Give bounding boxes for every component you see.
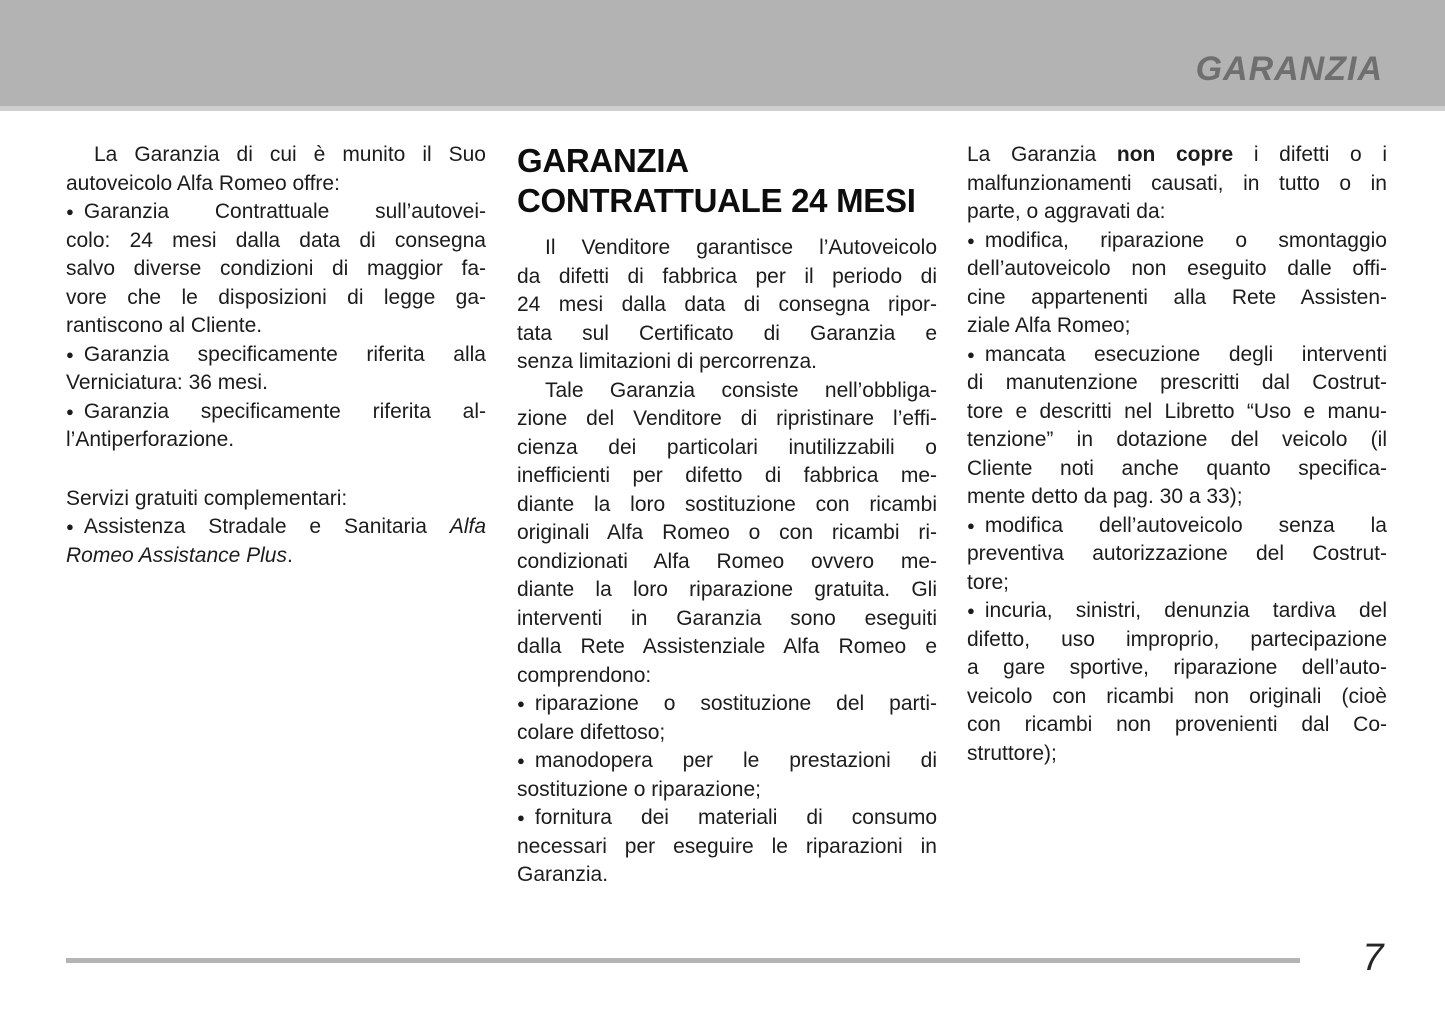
text-line: ● mancata esecuzione degli interventi bbox=[967, 341, 1387, 370]
bullet-item bbox=[66, 513, 486, 570]
text-line: Servizi gratuiti complementari: bbox=[66, 486, 348, 510]
text-line: diante la loro riparazione gratuita. Gli bbox=[517, 578, 937, 601]
text-line: con ricambi non provenienti dal Co- bbox=[967, 713, 1387, 736]
text-line: malfunzionamenti causati, in tutto o in bbox=[967, 171, 1387, 195]
paragraph bbox=[517, 234, 937, 377]
text-line: tore; bbox=[967, 570, 1010, 594]
paragraph bbox=[967, 141, 1387, 227]
header-band bbox=[0, 0, 1445, 111]
bullet-icon: ● bbox=[967, 603, 975, 618]
text-line: veicolo con ricambi non originali (cioè bbox=[967, 684, 1387, 708]
text-line: senza limitazioni di percorrenza. bbox=[517, 350, 817, 373]
bullet-item bbox=[66, 341, 486, 398]
text-line: di manutenzione prescritti dal Costrut- bbox=[967, 371, 1387, 394]
bold-text: non copre bbox=[1116, 143, 1234, 166]
italic-text: Romeo Assistance Plus bbox=[66, 543, 287, 567]
bullet-item bbox=[967, 512, 1387, 598]
text-line: originali Alfa Romeo o con ricambi ri- bbox=[517, 521, 937, 544]
text-line: 24 mesi dalla data di consegna ripor- bbox=[517, 293, 937, 316]
text-line: vore che le disposizioni di legge ga- bbox=[66, 285, 486, 309]
page-title: GARANZIA bbox=[1195, 50, 1383, 88]
text-line: ● Garanzia Contrattuale sull’autovei- bbox=[66, 198, 486, 227]
text-line: ● fornitura dei materiali di consumo bbox=[517, 804, 937, 833]
text-line: Garanzia. bbox=[517, 863, 609, 886]
text-line: Tale Garanzia consiste nell’obbliga- bbox=[545, 378, 937, 402]
bullet-icon: ● bbox=[66, 519, 74, 534]
text-line: a gare sportive, riparazione dell’auto- bbox=[967, 656, 1387, 679]
text-line: rantiscono al Cliente. bbox=[66, 314, 263, 337]
text-line: salvo diverse condizioni di maggior fa- bbox=[66, 257, 486, 280]
text-line: l’Antiperforazione. bbox=[66, 428, 235, 451]
column-right bbox=[967, 141, 1387, 768]
heading-line: CONTRATTUALE 24 MESI bbox=[517, 182, 916, 219]
bullet-item bbox=[967, 341, 1387, 512]
page-number: 7 bbox=[1362, 937, 1384, 979]
text-line: tenzione” in dotazione del veicolo (il bbox=[967, 428, 1387, 451]
bullet-item bbox=[517, 804, 937, 890]
text-line: La Garanzia di cui è munito il Suo bbox=[94, 143, 486, 166]
text-line: Cliente noti anche quanto specifica- bbox=[967, 456, 1387, 480]
bullet-item bbox=[967, 597, 1387, 768]
text-line: ● Garanzia specificamente riferita alla bbox=[66, 341, 486, 370]
text-line: interventi in Garanzia sono eseguiti bbox=[517, 606, 937, 630]
text-line: ● modifica dell’autoveicolo senza la bbox=[967, 512, 1387, 541]
text-line: mente detto da pag. 30 a 33); bbox=[967, 485, 1243, 508]
text-line: Il Venditore garantisce l’Autoveicolo bbox=[545, 236, 937, 259]
text-line: necessari per eseguire le riparazioni in bbox=[517, 834, 937, 858]
text-line: zione del Venditore di ripristinare l’effi- bbox=[517, 407, 937, 430]
text-line: ● Assistenza Stradale e Sanitaria Alfa bbox=[66, 513, 486, 542]
text-line: Verniciatura: 36 mesi. bbox=[66, 371, 268, 394]
text-line: cienza dei particolari inutilizzabili o bbox=[517, 435, 937, 459]
text-line: tata sul Certificato di Garanzia e bbox=[517, 321, 937, 345]
text-line: La Garanzia non copre i difetti o i bbox=[967, 143, 1387, 166]
bullet-icon: ● bbox=[66, 204, 74, 219]
text-line: ● riparazione o sostituzione del parti- bbox=[517, 690, 937, 719]
text-line: autoveicolo Alfa Romeo offre: bbox=[66, 171, 340, 195]
text-line: da difetti di fabbrica per il periodo di bbox=[517, 264, 937, 288]
bullet-icon: ● bbox=[517, 696, 525, 711]
text-line: dalla Rete Assistenziale Alfa Romeo e bbox=[517, 635, 937, 658]
bullet-icon: ● bbox=[66, 403, 74, 419]
text-line: ● modifica, riparazione o smontaggio bbox=[967, 227, 1387, 256]
text-line: diante la loro sostituzione con ricambi bbox=[517, 492, 937, 516]
heading-line: GARANZIA bbox=[517, 142, 689, 179]
text-line: comprendono: bbox=[517, 663, 652, 687]
text-line: Romeo Assistance Plus. bbox=[66, 543, 293, 567]
bullet-item bbox=[66, 198, 486, 341]
bullet-icon: ● bbox=[517, 810, 525, 825]
paragraph bbox=[517, 377, 937, 691]
bullet-icon: ● bbox=[967, 346, 975, 362]
text-line: ● Garanzia specificamente riferita al- bbox=[66, 398, 486, 427]
footer-rule bbox=[66, 958, 1300, 963]
bullet-icon: ● bbox=[66, 346, 74, 362]
column-left bbox=[66, 141, 486, 570]
text-line: dell’autoveicolo non eseguito dalle offi- bbox=[967, 257, 1387, 280]
text-line: condizionati Alfa Romeo ovvero me- bbox=[517, 549, 937, 573]
paragraph bbox=[66, 485, 486, 514]
text-line: ● manodopera per le prestazioni di bbox=[517, 747, 937, 776]
text-line: tore e descritti nel Libretto “Uso e manu- bbox=[967, 399, 1387, 423]
text-line: ● incuria, sinistri, denunzia tardiva del bbox=[967, 597, 1387, 626]
text-line: struttore); bbox=[967, 741, 1057, 765]
bullet-icon: ● bbox=[967, 232, 975, 248]
text-line: parte, o aggravati da: bbox=[967, 200, 1166, 223]
paragraph bbox=[66, 141, 486, 198]
bullet-icon: ● bbox=[517, 753, 525, 768]
bullet-item bbox=[517, 747, 937, 804]
text-line: inefficienti per difetto di fabbrica me- bbox=[517, 464, 937, 487]
bullet-icon: ● bbox=[967, 517, 975, 533]
column-center bbox=[517, 141, 937, 890]
text-line: colare difettoso; bbox=[517, 720, 666, 744]
italic-text: Alfa bbox=[449, 515, 486, 538]
bullet-item bbox=[967, 227, 1387, 341]
text-line: sostituzione o riparazione; bbox=[517, 777, 761, 801]
text-line: cine appartenenti alla Rete Assisten- bbox=[967, 285, 1387, 309]
text-line: colo: 24 mesi dalla data di consegna bbox=[66, 228, 486, 252]
bullet-item bbox=[66, 398, 486, 455]
bullet-item bbox=[517, 690, 937, 747]
text-line: difetto, uso improprio, partecipazione bbox=[967, 627, 1387, 651]
section-heading bbox=[517, 141, 937, 221]
text-line: ziale Alfa Romeo; bbox=[967, 314, 1131, 337]
text-line: preventiva autorizzazione del Costrut- bbox=[967, 542, 1387, 565]
